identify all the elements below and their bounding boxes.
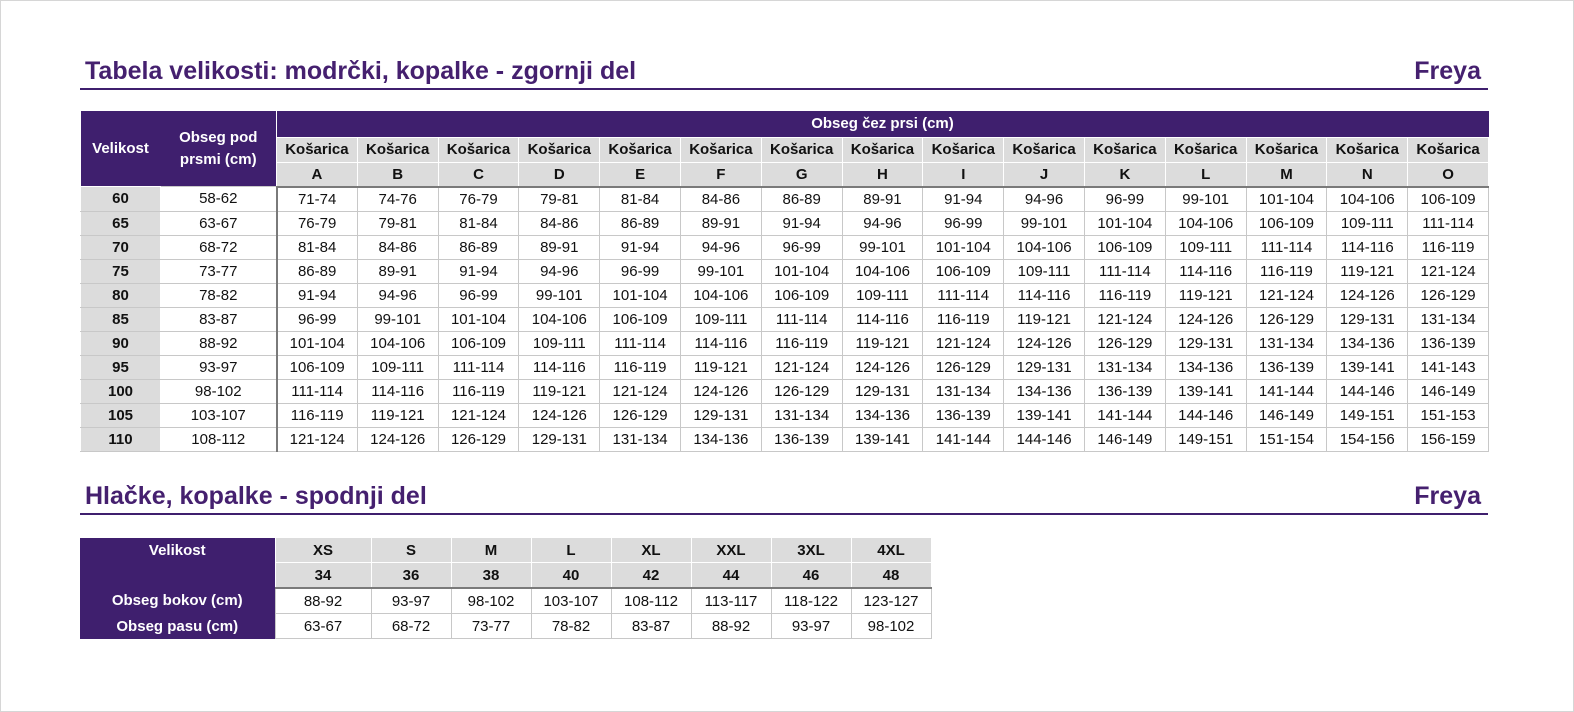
- bust-range-cell: 121-124: [438, 403, 519, 427]
- bust-range-cell: 114-116: [357, 379, 438, 403]
- bust-range-cell: 156-159: [1408, 427, 1489, 451]
- bust-range-cell: 94-96: [519, 259, 600, 283]
- bust-range-cell: 126-129: [1408, 283, 1489, 307]
- cup-word-row: [81, 137, 1489, 162]
- bust-range-cell: 104-106: [680, 283, 761, 307]
- cup-word-header: Košarica: [519, 137, 600, 162]
- bust-range-cell: 109-111: [1327, 211, 1408, 235]
- size-column-header: Velikost: [81, 111, 161, 187]
- bust-range-cell: 141-144: [1084, 403, 1165, 427]
- brief-size-number: 34: [275, 563, 371, 589]
- measurement-cell: 63-67: [275, 614, 371, 639]
- bust-range-cell: 86-89: [761, 187, 842, 212]
- cup-word-header: Košarica: [923, 137, 1004, 162]
- bust-range-cell: 134-136: [1327, 331, 1408, 355]
- bust-range-cell: 109-111: [1165, 235, 1246, 259]
- bust-range-cell: 126-129: [1084, 331, 1165, 355]
- bust-range-cell: 124-126: [680, 379, 761, 403]
- bust-range-cell: 144-146: [1004, 427, 1085, 451]
- measurement-cell: 118-122: [771, 588, 851, 614]
- bust-range-cell: 96-99: [438, 283, 519, 307]
- bust-range-cell: 84-86: [680, 187, 761, 212]
- bust-range-cell: 151-154: [1246, 427, 1327, 451]
- bust-range-cell: 104-106: [842, 259, 923, 283]
- bust-range-cell: 79-81: [519, 187, 600, 212]
- bust-range-cell: 101-104: [1084, 211, 1165, 235]
- measurement-cell: 123-127: [851, 588, 931, 614]
- bust-range-cell: 106-109: [277, 355, 358, 379]
- bust-range-cell: 139-141: [1327, 355, 1408, 379]
- cup-letter-header: E: [600, 162, 681, 187]
- bust-range-cell: 126-129: [438, 427, 519, 451]
- band-size-cell: 110: [81, 427, 161, 451]
- bust-range-cell: 79-81: [357, 211, 438, 235]
- bust-range-cell: 91-94: [761, 211, 842, 235]
- brief-size-column-header: Velikost: [80, 538, 275, 589]
- cup-letter-header: L: [1165, 162, 1246, 187]
- underbust-cell: 108-112: [161, 427, 277, 451]
- bust-range-cell: 86-89: [277, 259, 358, 283]
- bust-range-cell: 94-96: [842, 211, 923, 235]
- bust-range-cell: 121-124: [923, 331, 1004, 355]
- cup-letter-header: M: [1246, 162, 1327, 187]
- bust-range-cell: 111-114: [1084, 259, 1165, 283]
- bust-range-cell: 101-104: [761, 259, 842, 283]
- bust-range-cell: 74-76: [357, 187, 438, 212]
- bust-range-cell: 86-89: [438, 235, 519, 259]
- bust-range-cell: 116-119: [438, 379, 519, 403]
- bust-range-cell: 99-101: [680, 259, 761, 283]
- bust-range-cell: 104-106: [1327, 187, 1408, 212]
- brief-size-number: 48: [851, 563, 931, 589]
- bust-range-cell: 131-134: [1246, 331, 1327, 355]
- brief-size-label: M: [451, 538, 531, 563]
- underbust-cell: 103-107: [161, 403, 277, 427]
- bust-range-cell: 96-99: [600, 259, 681, 283]
- band-size-cell: 80: [81, 283, 161, 307]
- cup-word-header: Košarica: [761, 137, 842, 162]
- bust-range-cell: 121-124: [277, 427, 358, 451]
- bust-range-cell: 96-99: [761, 235, 842, 259]
- measurement-cell: 88-92: [275, 588, 371, 614]
- bust-range-cell: 81-84: [600, 187, 681, 212]
- bust-range-cell: 109-111: [357, 355, 438, 379]
- bra-size-table: [80, 111, 1489, 452]
- bust-range-cell: 126-129: [761, 379, 842, 403]
- measurement-label: Obseg pasu (cm): [80, 614, 275, 639]
- bust-range-cell: 136-139: [761, 427, 842, 451]
- bust-range-cell: 101-104: [600, 283, 681, 307]
- bust-range-cell: 86-89: [600, 211, 681, 235]
- bust-range-cell: 116-119: [923, 307, 1004, 331]
- table-row: [81, 187, 1489, 212]
- bust-range-cell: 106-109: [438, 331, 519, 355]
- cup-letter-header: F: [680, 162, 761, 187]
- cup-letter-header: A: [277, 162, 358, 187]
- bust-range-cell: 81-84: [277, 235, 358, 259]
- bust-range-cell: 136-139: [1084, 379, 1165, 403]
- bust-range-cell: 131-134: [600, 427, 681, 451]
- brief-size-number: 40: [531, 563, 611, 589]
- bust-range-cell: 126-129: [923, 355, 1004, 379]
- bust-range-cell: 124-126: [1165, 307, 1246, 331]
- bust-range-cell: 144-146: [1165, 403, 1246, 427]
- bust-range-cell: 81-84: [438, 211, 519, 235]
- cup-letter-header: O: [1408, 162, 1489, 187]
- underbust-cell: 73-77: [161, 259, 277, 283]
- bust-range-cell: 124-126: [1004, 331, 1085, 355]
- cup-letter-header: K: [1084, 162, 1165, 187]
- bust-column-header: Obseg čez prsi (cm): [277, 111, 1489, 137]
- bust-range-cell: 94-96: [357, 283, 438, 307]
- bust-range-cell: 91-94: [923, 187, 1004, 212]
- table-row: [81, 235, 1489, 259]
- bust-range-cell: 126-129: [1246, 307, 1327, 331]
- bust-range-cell: 129-131: [1004, 355, 1085, 379]
- bust-range-cell: 114-116: [1327, 235, 1408, 259]
- bust-range-cell: 129-131: [1327, 307, 1408, 331]
- bust-range-cell: 141-144: [1246, 379, 1327, 403]
- underbust-column-header: Obseg pod prsmi (cm): [161, 111, 277, 187]
- table-row: [81, 355, 1489, 379]
- bust-range-cell: 129-131: [519, 427, 600, 451]
- bust-range-cell: 94-96: [680, 235, 761, 259]
- band-size-cell: 75: [81, 259, 161, 283]
- bust-range-cell: 111-114: [600, 331, 681, 355]
- cup-letter-header: I: [923, 162, 1004, 187]
- underbust-cell: 68-72: [161, 235, 277, 259]
- band-size-cell: 100: [81, 379, 161, 403]
- brief-size-label: 4XL: [851, 538, 931, 563]
- bust-range-cell: 109-111: [680, 307, 761, 331]
- brief-size-label: L: [531, 538, 611, 563]
- table-row: [81, 307, 1489, 331]
- measurement-cell: 73-77: [451, 614, 531, 639]
- bust-range-cell: 84-86: [519, 211, 600, 235]
- bust-range-cell: 101-104: [438, 307, 519, 331]
- bust-range-cell: 76-79: [438, 187, 519, 212]
- bust-range-cell: 121-124: [761, 355, 842, 379]
- cup-word-header: Košarica: [1327, 137, 1408, 162]
- cup-letter-header: D: [519, 162, 600, 187]
- bust-range-cell: 124-126: [357, 427, 438, 451]
- bust-range-cell: 111-114: [1408, 211, 1489, 235]
- bust-range-cell: 109-111: [842, 283, 923, 307]
- bust-range-cell: 114-116: [842, 307, 923, 331]
- bust-range-cell: 96-99: [1084, 187, 1165, 212]
- bust-range-cell: 121-124: [600, 379, 681, 403]
- brief-size-table-body: [80, 538, 931, 639]
- cup-letter-header: G: [761, 162, 842, 187]
- underbust-cell: 88-92: [161, 331, 277, 355]
- cup-word-header: Košarica: [357, 137, 438, 162]
- cup-word-header: Košarica: [842, 137, 923, 162]
- band-size-cell: 90: [81, 331, 161, 355]
- bust-range-cell: 131-134: [1084, 355, 1165, 379]
- bust-range-cell: 114-116: [1004, 283, 1085, 307]
- table-row: [81, 427, 1489, 451]
- bust-range-cell: 129-131: [842, 379, 923, 403]
- cup-letter-header: C: [438, 162, 519, 187]
- underbust-cell: 78-82: [161, 283, 277, 307]
- bust-range-cell: 124-126: [1327, 283, 1408, 307]
- bust-range-cell: 116-119: [1084, 283, 1165, 307]
- bust-range-cell: 99-101: [519, 283, 600, 307]
- bust-range-cell: 116-119: [1408, 235, 1489, 259]
- bust-range-cell: 141-144: [923, 427, 1004, 451]
- bust-range-cell: 144-146: [1327, 379, 1408, 403]
- bust-range-cell: 96-99: [277, 307, 358, 331]
- measurement-cell: 68-72: [371, 614, 451, 639]
- underbust-cell: 98-102: [161, 379, 277, 403]
- bust-range-cell: 106-109: [1408, 187, 1489, 212]
- bust-range-cell: 134-136: [1004, 379, 1085, 403]
- brief-size-number: 38: [451, 563, 531, 589]
- bust-range-cell: 76-79: [277, 211, 358, 235]
- bust-range-cell: 84-86: [357, 235, 438, 259]
- bust-range-cell: 121-124: [1408, 259, 1489, 283]
- top-section-header: [80, 54, 1488, 90]
- bust-range-cell: 111-114: [277, 379, 358, 403]
- bust-range-cell: 119-121: [842, 331, 923, 355]
- table-row: [80, 588, 931, 614]
- bust-range-cell: 149-151: [1165, 427, 1246, 451]
- brief-size-number: 42: [611, 563, 691, 589]
- bust-range-cell: 141-143: [1408, 355, 1489, 379]
- bust-range-cell: 111-114: [1246, 235, 1327, 259]
- bust-range-cell: 114-116: [519, 355, 600, 379]
- bust-range-cell: 106-109: [761, 283, 842, 307]
- band-size-cell: 70: [81, 235, 161, 259]
- bust-range-cell: 106-109: [1246, 211, 1327, 235]
- bust-range-cell: 111-114: [438, 355, 519, 379]
- bust-range-cell: 136-139: [1408, 331, 1489, 355]
- bust-range-cell: 89-91: [357, 259, 438, 283]
- bust-range-cell: 149-151: [1327, 403, 1408, 427]
- bust-range-cell: 131-134: [923, 379, 1004, 403]
- brief-size-label: XL: [611, 538, 691, 563]
- bust-range-cell: 104-106: [357, 331, 438, 355]
- bust-range-cell: 89-91: [842, 187, 923, 212]
- bust-range-cell: 96-99: [923, 211, 1004, 235]
- bust-range-cell: 129-131: [1165, 331, 1246, 355]
- table-row: [81, 211, 1489, 235]
- top-section-title: Tabela velikosti: modrčki, kopalke - zgornji del: [85, 57, 637, 85]
- table-row: [81, 379, 1489, 403]
- band-size-cell: 85: [81, 307, 161, 331]
- bust-range-cell: 134-136: [1165, 355, 1246, 379]
- bust-range-cell: 146-149: [1408, 379, 1489, 403]
- bust-range-cell: 114-116: [1165, 259, 1246, 283]
- bust-range-cell: 119-121: [1327, 259, 1408, 283]
- band-size-cell: 95: [81, 355, 161, 379]
- bust-range-cell: 89-91: [680, 211, 761, 235]
- cup-word-header: Košarica: [600, 137, 681, 162]
- bust-range-cell: 114-116: [680, 331, 761, 355]
- bust-range-cell: 91-94: [600, 235, 681, 259]
- band-size-cell: 105: [81, 403, 161, 427]
- underbust-cell: 83-87: [161, 307, 277, 331]
- bust-range-cell: 101-104: [923, 235, 1004, 259]
- table-row: [80, 614, 931, 639]
- cup-letter-header: N: [1327, 162, 1408, 187]
- bra-size-table-body: [81, 187, 1489, 452]
- bust-range-cell: 91-94: [277, 283, 358, 307]
- bust-range-cell: 146-149: [1246, 403, 1327, 427]
- bust-range-cell: 124-126: [519, 403, 600, 427]
- brief-size-label: XS: [275, 538, 371, 563]
- band-size-cell: 65: [81, 211, 161, 235]
- table-row: [81, 331, 1489, 355]
- bottom-brand-label: Freya: [1414, 482, 1481, 510]
- bust-range-cell: 111-114: [923, 283, 1004, 307]
- cup-letter-header: B: [357, 162, 438, 187]
- bust-range-cell: 104-106: [519, 307, 600, 331]
- bust-range-cell: 106-109: [1084, 235, 1165, 259]
- bust-range-cell: 139-141: [842, 427, 923, 451]
- bust-range-cell: 131-134: [761, 403, 842, 427]
- bust-range-cell: 116-119: [600, 355, 681, 379]
- measurement-cell: 88-92: [691, 614, 771, 639]
- bust-range-cell: 99-101: [1165, 187, 1246, 212]
- cup-letter-header: J: [1004, 162, 1085, 187]
- bust-range-cell: 104-106: [1004, 235, 1085, 259]
- bust-range-cell: 101-104: [1246, 187, 1327, 212]
- cup-letter-row: [81, 162, 1489, 187]
- underbust-cell: 93-97: [161, 355, 277, 379]
- bust-range-cell: 94-96: [1004, 187, 1085, 212]
- bust-range-cell: 119-121: [519, 379, 600, 403]
- bust-range-cell: 106-109: [600, 307, 681, 331]
- cup-word-header: Košarica: [680, 137, 761, 162]
- bust-range-cell: 91-94: [438, 259, 519, 283]
- bust-range-cell: 129-131: [680, 403, 761, 427]
- bust-range-cell: 109-111: [519, 331, 600, 355]
- bust-range-cell: 139-141: [1165, 379, 1246, 403]
- cup-word-header: Košarica: [277, 137, 358, 162]
- measurement-cell: 83-87: [611, 614, 691, 639]
- measurement-cell: 93-97: [771, 614, 851, 639]
- bust-range-cell: 101-104: [277, 331, 358, 355]
- measurement-cell: 98-102: [451, 588, 531, 614]
- underbust-cell: 58-62: [161, 187, 277, 212]
- brief-size-number: 36: [371, 563, 451, 589]
- measurement-cell: 98-102: [851, 614, 931, 639]
- bust-range-cell: 106-109: [923, 259, 1004, 283]
- bust-range-cell: 136-139: [923, 403, 1004, 427]
- bust-range-cell: 89-91: [519, 235, 600, 259]
- measurement-label: Obseg bokov (cm): [80, 588, 275, 614]
- bust-range-cell: 116-119: [761, 331, 842, 355]
- bust-range-cell: 119-121: [1165, 283, 1246, 307]
- brief-size-label: XXL: [691, 538, 771, 563]
- cup-word-header: Košarica: [1004, 137, 1085, 162]
- bottom-section-header: [80, 479, 1488, 515]
- bust-range-cell: 111-114: [761, 307, 842, 331]
- table-row: [81, 259, 1489, 283]
- bottom-section-title: Hlačke, kopalke - spodnji del: [85, 482, 427, 510]
- cup-word-header: Košarica: [1408, 137, 1489, 162]
- bust-range-cell: 99-101: [357, 307, 438, 331]
- cup-letter-header: H: [842, 162, 923, 187]
- measurement-cell: 113-117: [691, 588, 771, 614]
- bust-range-cell: 116-119: [1246, 259, 1327, 283]
- bust-range-cell: 124-126: [842, 355, 923, 379]
- brief-size-row: [80, 538, 931, 563]
- top-brand-label: Freya: [1414, 57, 1481, 85]
- bust-range-cell: 121-124: [1084, 307, 1165, 331]
- bust-range-cell: 136-139: [1246, 355, 1327, 379]
- measurement-cell: 103-107: [531, 588, 611, 614]
- bust-range-cell: 146-149: [1084, 427, 1165, 451]
- cup-word-header: Košarica: [1084, 137, 1165, 162]
- brief-size-table: [80, 537, 932, 639]
- band-size-cell: 60: [81, 187, 161, 212]
- cup-word-header: Košarica: [1165, 137, 1246, 162]
- measurement-cell: 108-112: [611, 588, 691, 614]
- brief-size-label: S: [371, 538, 451, 563]
- bust-range-cell: 119-121: [1004, 307, 1085, 331]
- bust-range-cell: 154-156: [1327, 427, 1408, 451]
- brief-size-number: 44: [691, 563, 771, 589]
- underbust-cell: 63-67: [161, 211, 277, 235]
- measurement-cell: 78-82: [531, 614, 611, 639]
- bust-range-cell: 71-74: [277, 187, 358, 212]
- bust-range-cell: 126-129: [600, 403, 681, 427]
- bust-range-cell: 131-134: [1408, 307, 1489, 331]
- table-row: [81, 403, 1489, 427]
- bust-range-cell: 119-121: [680, 355, 761, 379]
- measurement-cell: 93-97: [371, 588, 451, 614]
- brief-size-label: 3XL: [771, 538, 851, 563]
- bust-range-cell: 119-121: [357, 403, 438, 427]
- bust-range-cell: 151-153: [1408, 403, 1489, 427]
- bust-range-cell: 116-119: [277, 403, 358, 427]
- bust-range-cell: 99-101: [1004, 211, 1085, 235]
- bust-range-cell: 109-111: [1004, 259, 1085, 283]
- bust-range-cell: 139-141: [1004, 403, 1085, 427]
- brief-size-number: 46: [771, 563, 851, 589]
- bust-range-cell: 134-136: [842, 403, 923, 427]
- cup-word-header: Košarica: [438, 137, 519, 162]
- bust-range-cell: 134-136: [680, 427, 761, 451]
- bust-range-cell: 121-124: [1246, 283, 1327, 307]
- bust-range-cell: 104-106: [1165, 211, 1246, 235]
- cup-word-header: Košarica: [1246, 137, 1327, 162]
- table-row: [81, 283, 1489, 307]
- bust-range-cell: 99-101: [842, 235, 923, 259]
